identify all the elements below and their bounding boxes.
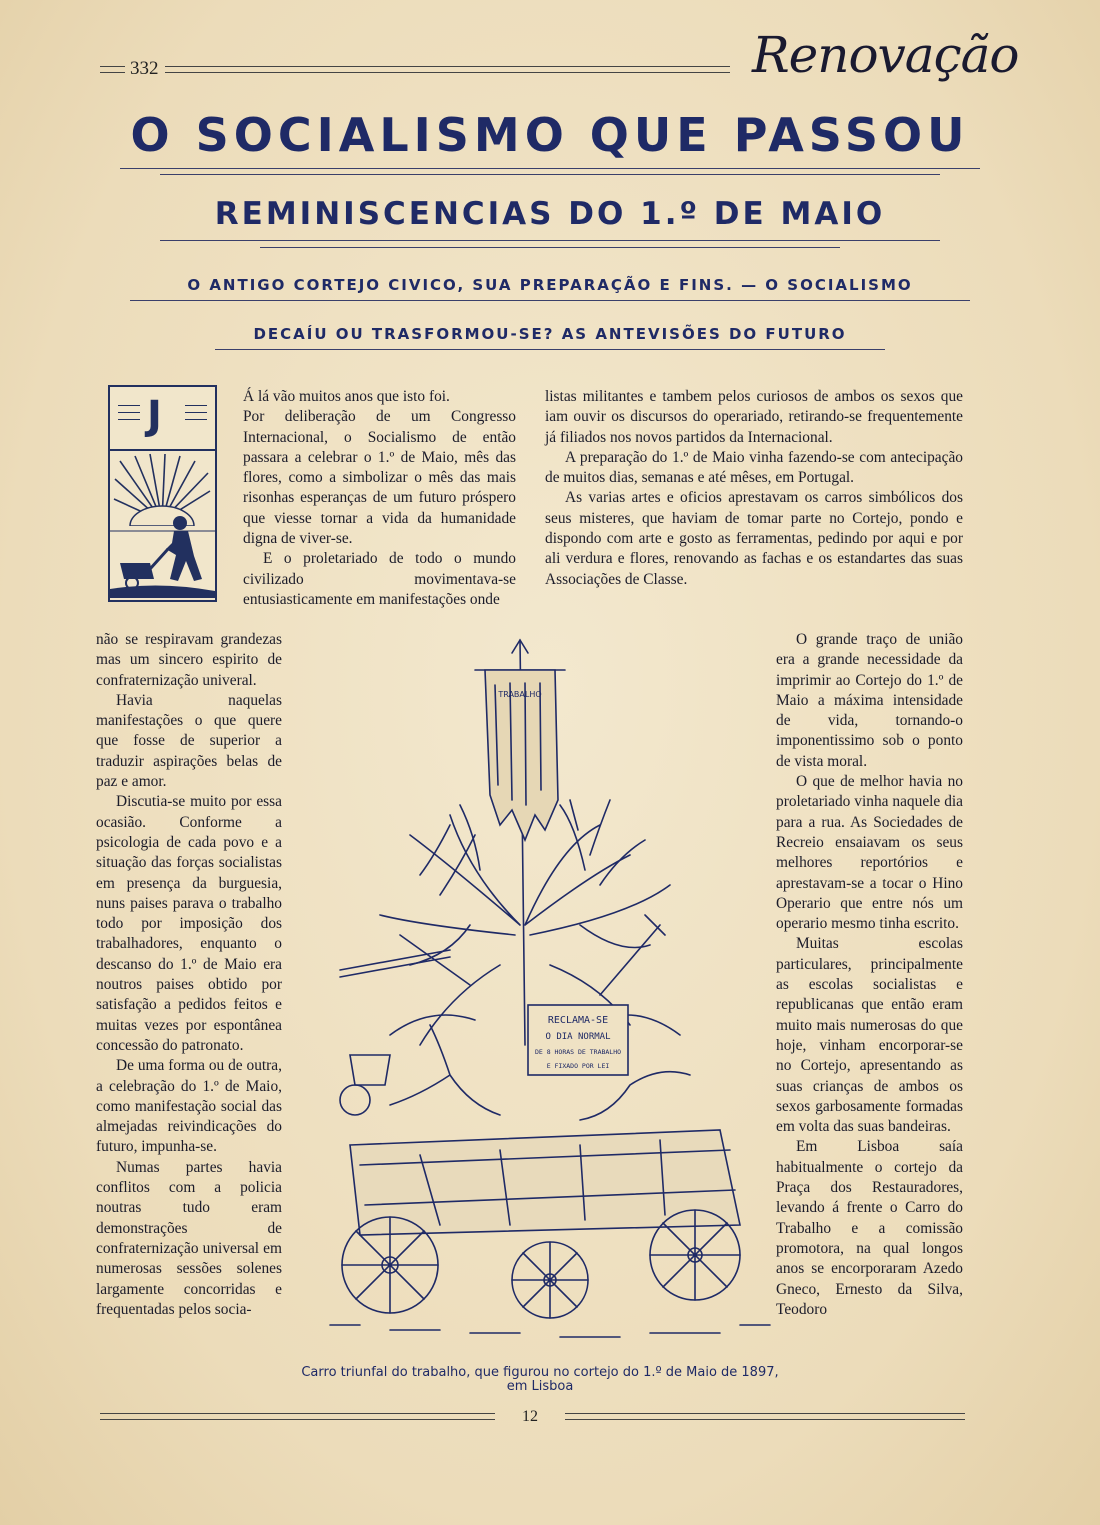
paragraph: Por deliberação de um Congresso Internacional, o Socialismo de então passara a celebrar o 1.º de Maio, mês das flores, como a simbolizar o mês das mais risonhas esperanças de um futuro próspero que viesse tornar a vida da humanidade digna de viver-se.: [243, 408, 516, 548]
banner-text: TRABALHO: [498, 690, 542, 699]
title-rule: [120, 168, 980, 169]
footer-rule-right: [565, 1413, 965, 1420]
article-column-1: [243, 387, 516, 610]
issue-page-number: 12: [522, 1408, 538, 1425]
summary-line-2: DECAÍU OU TRASFORMOU-SE? AS ANTEVISÕES DO FUTURO: [253, 325, 847, 343]
sign-line-3: DE 8 HORAS DE TRABALHO: [534, 1048, 622, 1056]
subtitle-rule-2: [260, 247, 840, 248]
drop-cap-letter-box: [110, 387, 215, 451]
magazine-name: Renovação: [752, 26, 1019, 84]
paragraph: não se respiravam grandezas mas um sincero espirito de confraternização univeral.: [96, 631, 282, 689]
header-rule-left: [100, 66, 125, 73]
article-title: O SOCIALISMO QUE PASSOU: [130, 108, 970, 162]
paragraph: O que de melhor havia no proletariado vinha naquele dia para a rua. As Sociedades de Recreio ensaiavam os seus melhores reportórios e aprestavam-se a tocar o Hino Operario que entre nós um operario mesmo tinha escrito.: [776, 773, 963, 933]
drop-cap-lines-right: [185, 405, 207, 433]
triumphal-cart-illustration: [300, 625, 780, 1370]
summary-line-1: O ANTIGO CORTEJO CIVICO, SUA PREPARAÇÃO E FINS. — O SOCIALISMO: [187, 276, 913, 294]
paragraph: Discutia-se muito por essa ocasião. Conforme a psicologia de cada povo e a situação das forças socialistas em presença da burguesia, nuns paises parava o trabalho todo por imposição dos trabalhadores, enquanto o descanso do 1.º de Maio era noutros paises obtido por satisfação a pedidos feitos e muitas vezes por espontânea concessão do patronato.: [96, 793, 282, 1054]
illustration-caption: Carro triunfal do trabalho, que figurou no cortejo do 1.º de Maio de 1897, em Lisboa: [301, 1365, 779, 1394]
page-number: 332: [130, 58, 159, 79]
article-column-1-continued: [96, 630, 282, 1320]
paragraph: Muitas escolas particulares, principalmente as escolas socialistas e republicanas que então eram muito mais numerosas do que hoje, vinham encorporar-se no Cortejo, apresentando as suas crianças de ambos os sexos garbosamente formadas em volta das suas bandeiras.: [776, 935, 963, 1136]
summary-rule: [130, 300, 970, 301]
worker-sunrise-icon: [110, 451, 215, 598]
paragraph: Á lá vão muitos anos que isto foi.: [243, 388, 450, 405]
summary-rule-2: [215, 349, 885, 350]
drop-cap-letter: J: [147, 393, 162, 439]
paragraph: Numas partes havia conflitos com a policia noutras tudo eram demonstrações de confraternização universal em numerosas sessões solenes largamente concorridas e frequentadas pelos socia-: [96, 1158, 282, 1318]
article-column-2: [545, 387, 963, 590]
sign-line-1: RECLAMA-SE: [547, 1015, 609, 1026]
paragraph: Havia naquelas manifestações o que quere que fosse de superior a traduzir aspirações belas de paz e amor.: [96, 691, 282, 791]
header-rule: [165, 66, 730, 73]
drop-cap-lines-left: [118, 405, 140, 433]
footer-rule-left: [100, 1413, 495, 1420]
article-column-2-continued: [776, 630, 963, 1320]
paragraph: Em Lisboa saía habitualmente o cortejo da Praça dos Restauradores, levando á frente o Carro do Trabalho e a comissão promotora, na qual longos anos se encorporaram Azedo Gneco, Ernesto da Silva, Teodoro: [776, 1138, 963, 1318]
paragraph: As varias artes e oficios aprestavam os carros simbólicos dos seus misteres, que haviam de tomar parte no Cortejo, pondo e dispondo com arte e gosto as ferramentas, pedindo por aqui e por ali verdura e flores, renovando as fachas e os estandartes das suas Associações de Classe.: [545, 489, 963, 588]
drop-cap: [108, 385, 217, 602]
sign-line-4: E FIXADO POR LEI: [546, 1062, 610, 1070]
subtitle-rule: [160, 240, 940, 241]
paragraph: A preparação do 1.º de Maio vinha fazendo-se com antecipação de muitos dias, semanas e até mêses, em Portugal.: [545, 448, 963, 487]
paragraph: O grande traço de união era a grande necessidade da imprimir ao Cortejo do 1.º de Maio a máxima intensidade de vida, tornando-o imponentissimo sob o ponto de vista moral.: [776, 631, 963, 770]
sign-line-2: O DIA NORMAL: [545, 1032, 611, 1042]
paragraph: E o proletariado de todo o mundo civilizado movimentava-se entusiasticamente em manifestações onde: [243, 550, 516, 608]
paragraph: De uma forma ou de outra, a celebração do 1.º de Maio, como manifestação social das almejadas reivindicações do futuro, impunha-se.: [96, 1057, 282, 1156]
title-rule-2: [160, 174, 940, 175]
paragraph: listas militantes e tambem pelos curiosos de ambos os sexos que iam ouvir os discursos do operariado, retirando-se frequentemente já filiados nos novos partidos da Internacional.: [545, 388, 963, 446]
article-subtitle: REMINISCENCIAS DO 1.º DE MAIO: [214, 196, 886, 232]
